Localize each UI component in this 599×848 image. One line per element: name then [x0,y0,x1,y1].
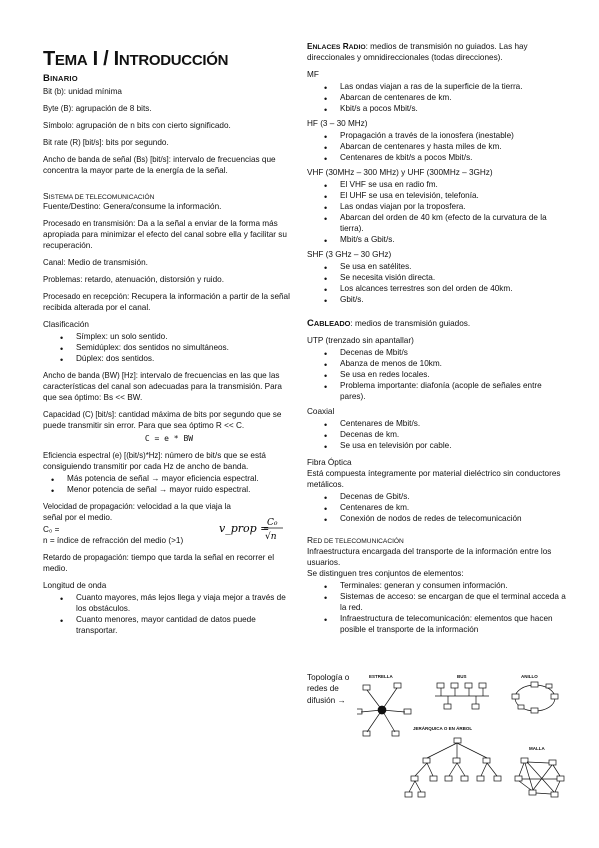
mesh-topology [515,746,564,797]
list-item: • Decenas de Mbit/s [324,348,569,359]
def-ancho-senal: Ancho de banda de señal (Bs) [bit/s]: intervalo de frecuencias que concentra la mayor parte de la energía de la señal. [43,154,276,175]
list-item: • Semidúplex: dos sentidos no simultáneos. [60,343,295,354]
section-red: RED DE TELECOMUNICACIÓN [307,535,404,546]
vprop-num: C₀ [267,517,278,528]
tree-topology [405,725,501,797]
red-desc2: Se distinguen tres conjuntos de elementos: [307,568,464,578]
def-vprop: Velocidad de propagación: velocidad a la que viaja la señal por el medio. [43,501,231,522]
list-item: • Kbit/s a pocos Mbit/s. [324,104,569,115]
bus-topology [435,674,489,709]
utp-list [324,348,569,403]
hf-heading: HF (3 – 30 MHz) [307,118,368,128]
list-item: • Problema importante: diafonía (acople de señales entre pares). [324,381,569,403]
topology-label: Topología o redes de difusión → [307,673,350,705]
list-item: • Centenares de kbit/s a pocos Mbit/s. [324,153,569,164]
def-problemas: Problemas: retardo, atenuación, distorsión y ruido. [43,275,224,285]
list-item: • Mbit/s a Gbit/s. [324,235,569,246]
def-eficiencia: Eficiencia espectral (e) [(bit/s)*Hz]: número de bit/s que se está consiguiendo transmitir por cada Hz de ancho de banda. [43,450,266,471]
label-arbol: JERÁRQUICA O EN ÁRBOL [413,726,473,731]
longitud-heading: Longitud de onda [43,580,107,590]
list-item: • Cuanto mayores, más lejos llega y viaja mejor a través de los obstáculos. [60,593,295,615]
section-binario: BINARIO [43,73,78,84]
vhf-heading: VHF (30MHz – 300 MHz) y UHF (300MHz – 3GHz) [307,167,493,177]
page-title: TEMA I / INTRODUCCIÓN [43,48,229,70]
list-item: • Decenas de Gbit/s. [324,492,569,503]
shf-heading: SHF (3 GHz – 30 GHz) [307,249,392,259]
red-list [324,581,569,636]
left-column [43,73,295,637]
list-item: • Abarcan de centenares y hasta miles de km. [324,142,569,153]
vprop-formula [219,516,287,546]
right-column [307,42,569,636]
mf-heading: MF [307,69,319,79]
fibra-heading: Fibra Óptica [307,458,352,468]
list-item: • Centenares de Mbit/s. [324,419,569,430]
list-item: • Las ondas viajan por la troposfera. [324,202,569,213]
c0-line: C₀ = [43,524,60,534]
label-bus: BUS [457,674,467,679]
def-retardo: Retardo de propagación: tiempo que tarda la señal en recorrer el medio. [43,552,275,573]
def-proc-tx: Procesado en transmisión: Da a la señal a enviar de la forma más apropiada para minimizar el efecto del canal sobre ella y facilitar su recuperación. [43,219,287,251]
list-item: • Terminales: generan y consumen información. [324,581,569,592]
fibra-desc: Está compuesta íntegramente por material dieléctrico sin conductores metálicos. [307,469,561,490]
list-item: • Los alcances terrestres son del orden de 40km. [324,284,569,295]
enlaces-radio: ENLACES RADIO: medios de transmisión no guiados. Las hay direccionales y omnidireccionales (todas direcciones). [307,42,528,62]
capacity-formula: C = e * BW [144,434,194,444]
clasificacion-heading: Clasificación [43,320,89,330]
list-item: • Más potencia de señal → mayor eficiencia espectral. [51,474,295,485]
list-item: • Las ondas viajan a ras de la superficie de la tierra. [324,82,569,93]
def-fuente: Fuente/Destino: Genera/consume la información. [43,202,222,212]
eficiencia-list [51,474,295,496]
def-bitrate: Bit rate (R) [bit/s]: bits por segundo. [43,137,169,147]
list-item: • Infraestructura de telecomunicación: elementos que hacen posible el transporte de la información [324,614,569,636]
topology-diagrams [357,672,569,812]
ring-topology [512,674,558,713]
list-item: • Cuanto menores, mayor cantidad de datos puede transportar. [60,615,295,637]
longitud-list [60,593,295,637]
hf-list [324,131,569,164]
coaxial-list [324,419,569,452]
list-item: • Abarcan del orden de 40 km (efecto de la curvatura de la tierra). [324,213,569,235]
fibra-list [324,492,569,525]
topology-figure [307,672,569,812]
def-bw: Ancho de banda (BW) [Hz]: intervalo de frecuencias en las que las características del canal son adecuadas para la transmisión. Para que sea óptimo: Bs << BW. [43,371,282,403]
def-canal: Canal: Medio de transmisión. [43,258,148,268]
def-proc-rx: Procesado en recepción: Recupera la información a partir de la señal recibida alterada por el canal. [43,292,290,313]
list-item: • Dúplex: dos sentidos. [60,354,295,365]
def-capacidad: Capacidad (C) [bit/s]: cantidad máxima de bits por segundo que se puede transmitir sin error. Para que sea óptimo R << C. [43,410,282,431]
vprop-lhs: v_prop = [219,521,270,535]
list-item: • Propagación a través de la ionosfera (inestable) [324,131,569,142]
clasificacion-list [60,332,295,365]
utp-heading: UTP (trenzado sin apantallar) [307,336,414,346]
list-item: • Se usa en satélites. [324,262,569,273]
list-item: • Menor potencia de señal → mayor ruido espectral. [51,485,295,496]
list-item: • Se usa en televisión por cable. [324,441,569,452]
vprop-den: √n [265,531,277,542]
list-item: • Se necesita visión directa. [324,273,569,284]
list-item: • Abarcan de centenares de km. [324,93,569,104]
mf-list [324,82,569,115]
label-estrella: ESTRELLA [369,674,393,679]
n-desc: n = índice de refracción del medio (>1) [43,535,184,545]
list-item: • Gbit/s. [324,295,569,306]
coaxial-heading: Coaxial [307,407,335,417]
vprop-block [43,502,295,547]
star-topology [357,674,411,736]
list-item: • El UHF se usa en televisión, telefonía. [324,191,569,202]
red-desc: Infraestructura encargada del transporte de la información entre los usuarios. [307,546,552,567]
def-bit: Bit (b): unidad mínima [43,86,122,96]
cableado: CABLEADO: medios de transmisión guiados. [307,317,471,329]
label-anillo: ANILLO [521,674,538,679]
vhf-list [324,180,569,246]
section-sistema: SISTEMA DE TELECOMUNICACIÓN [43,190,155,201]
list-item: • Conexión de nodos de redes de telecomunicación [324,514,569,525]
list-item: • Se usa en redes locales. [324,370,569,381]
list-item: • Abanza de menos de 10km. [324,359,569,370]
list-item: • Decenas de km. [324,430,569,441]
list-item: • Símplex: un solo sentido. [60,332,295,343]
list-item: • El VHF se usa en radio fm. [324,180,569,191]
def-byte: Byte (B): agrupación de 8 bits. [43,103,152,113]
shf-list [324,262,569,306]
label-malla: MALLA [529,746,545,751]
def-simbolo: Símbolo: agrupación de n bits con cierto significado. [43,120,231,130]
list-item: • Sistemas de acceso: se encargan de que el terminal acceda a la red. [324,592,569,614]
list-item: • Centenares de km. [324,503,569,514]
